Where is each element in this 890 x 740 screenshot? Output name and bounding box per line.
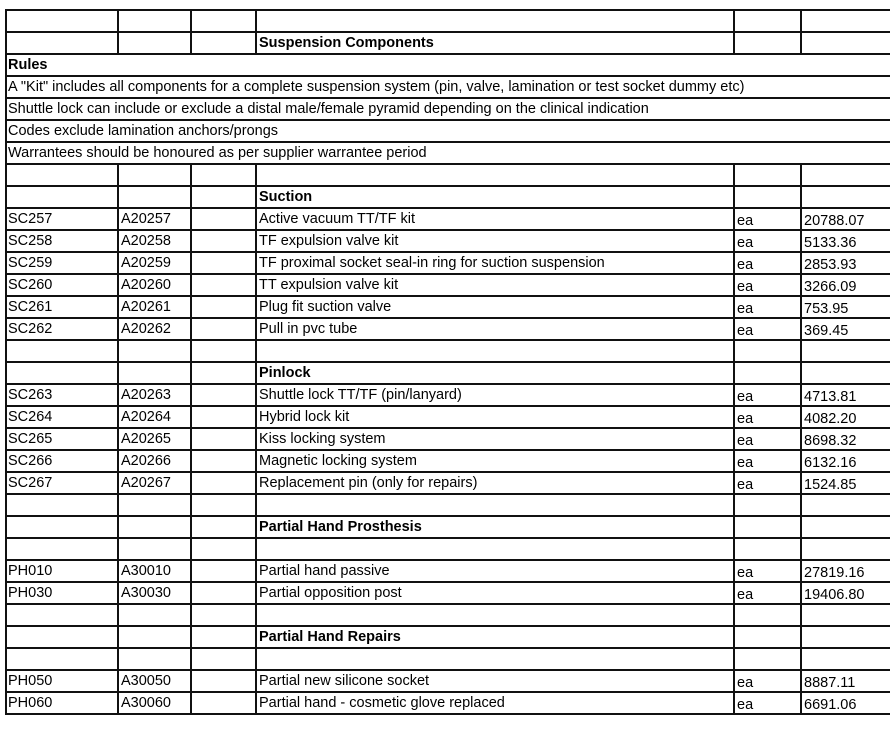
grid-line [5, 163, 890, 165]
item-ref: A20257 [121, 211, 171, 227]
item-unit: ea [737, 389, 754, 405]
item-price: 4082.20 [804, 411, 857, 427]
item-description: Kiss locking system [259, 431, 386, 447]
item-price: 6691.06 [804, 697, 857, 713]
item-code: SC257 [8, 211, 53, 227]
item-unit: ea [737, 301, 754, 317]
grid-line [5, 427, 890, 429]
grid-line [5, 53, 890, 55]
item-code: SC263 [8, 387, 53, 403]
item-ref: A30010 [121, 563, 171, 579]
grid-line [5, 141, 890, 143]
item-price: 753.95 [804, 301, 849, 317]
rule-text: Warrantees should be honoured as per supplier warrantee period [8, 145, 427, 161]
item-ref: A20259 [121, 255, 171, 271]
item-unit: ea [737, 235, 754, 251]
item-ref: A20258 [121, 233, 171, 249]
item-unit: ea [737, 279, 754, 295]
grid-line [5, 31, 890, 33]
item-price: 1524.85 [804, 477, 857, 493]
grid-line [5, 9, 890, 11]
grid-line [5, 207, 890, 209]
item-description: Active vacuum TT/TF kit [259, 211, 416, 227]
item-code: SC259 [8, 255, 53, 271]
item-ref: A20267 [121, 475, 171, 491]
grid-line [5, 361, 890, 363]
item-ref: A20266 [121, 453, 171, 469]
grid-line [5, 449, 890, 451]
item-code: SC267 [8, 475, 53, 491]
item-ref: A20263 [121, 387, 171, 403]
grid-line [5, 383, 890, 385]
grid-line [5, 691, 890, 693]
item-price: 2853.93 [804, 257, 857, 273]
item-unit: ea [737, 257, 754, 273]
grid-line [5, 471, 890, 473]
section-heading: Partial Hand Prosthesis [259, 519, 422, 535]
item-code: PH010 [8, 563, 53, 579]
grid-line [5, 405, 890, 407]
grid-line [5, 603, 890, 605]
item-ref: A30060 [121, 695, 171, 711]
item-code: PH030 [8, 585, 53, 601]
section-heading: Partial Hand Repairs [259, 629, 401, 645]
item-description: TF expulsion valve kit [259, 233, 399, 249]
item-price: 27819.16 [804, 565, 865, 581]
grid-line [117, 163, 119, 713]
grid-line [5, 273, 890, 275]
item-unit: ea [737, 587, 754, 603]
rule-text: A "Kit" includes all components for a complete suspension system (pin, valve, lamination or test socket dummy etc) [8, 79, 745, 95]
section-heading: Suction [259, 189, 313, 205]
grid-line [5, 251, 890, 253]
rule-text: Shuttle lock can include or exclude a distal male/female pyramid depending on the clinical indication [8, 101, 649, 117]
item-price: 3266.09 [804, 279, 857, 295]
item-price: 8698.32 [804, 433, 857, 449]
item-ref: A20260 [121, 277, 171, 293]
grid-line [5, 339, 890, 341]
item-unit: ea [737, 565, 754, 581]
grid-line [5, 713, 890, 715]
item-unit: ea [737, 675, 754, 691]
item-code: SC265 [8, 431, 53, 447]
grid-line [5, 647, 890, 649]
grid-line [190, 163, 192, 713]
item-price: 4713.81 [804, 389, 857, 405]
sheet-title: Suspension Components [259, 35, 434, 51]
grid-line [5, 185, 890, 187]
item-price: 8887.11 [804, 675, 856, 691]
grid-line [5, 515, 890, 517]
grid-line [5, 119, 890, 121]
item-unit: ea [737, 433, 754, 449]
rules-heading: Rules [8, 57, 48, 73]
item-code: PH060 [8, 695, 53, 711]
item-unit: ea [737, 213, 754, 229]
item-code: SC262 [8, 321, 53, 337]
item-description: Shuttle lock TT/TF (pin/lanyard) [259, 387, 462, 403]
grid-line [5, 295, 890, 297]
item-ref: A20261 [121, 299, 171, 315]
item-description: Hybrid lock kit [259, 409, 350, 425]
grid-line [117, 9, 119, 31]
item-price: 369.45 [804, 323, 849, 339]
grid-line [5, 493, 890, 495]
item-code: SC260 [8, 277, 53, 293]
item-unit: ea [737, 477, 754, 493]
item-ref: A30030 [121, 585, 171, 601]
item-price: 6132.16 [804, 455, 857, 471]
item-price: 5133.36 [804, 235, 857, 251]
grid-line [5, 625, 890, 627]
item-unit: ea [737, 323, 754, 339]
item-ref: A30050 [121, 673, 171, 689]
grid-line [5, 317, 890, 319]
item-price: 20788.07 [804, 213, 865, 229]
grid-line [800, 163, 802, 713]
grid-line [5, 559, 890, 561]
item-description: Partial opposition post [259, 585, 402, 601]
grid-line [5, 581, 890, 583]
grid-line [733, 163, 735, 713]
item-ref: A20264 [121, 409, 171, 425]
grid-line [5, 537, 890, 539]
grid-line [117, 31, 119, 53]
item-unit: ea [737, 411, 754, 427]
item-unit: ea [737, 455, 754, 471]
item-description: Magnetic locking system [259, 453, 417, 469]
grid-line [5, 669, 890, 671]
item-description: Partial new silicone socket [259, 673, 430, 689]
item-description: Partial hand passive [259, 563, 390, 579]
grid-line [255, 163, 257, 713]
item-description: TT expulsion valve kit [259, 277, 399, 293]
item-description: TF proximal socket seal-in ring for suction suspension [259, 255, 605, 271]
grid-line [5, 97, 890, 99]
item-code: PH050 [8, 673, 53, 689]
rule-text: Codes exclude lamination anchors/prongs [8, 123, 279, 139]
grid-line [5, 75, 890, 77]
item-ref: A20265 [121, 431, 171, 447]
item-code: SC261 [8, 299, 53, 315]
item-description: Partial hand - cosmetic glove replaced [259, 695, 505, 711]
section-heading: Pinlock [259, 365, 311, 381]
item-price: 19406.80 [804, 587, 865, 603]
item-description: Pull in pvc tube [259, 321, 358, 337]
item-description: Replacement pin (only for repairs) [259, 475, 478, 491]
grid-line [5, 229, 890, 231]
item-ref: A20262 [121, 321, 171, 337]
item-code: SC264 [8, 409, 53, 425]
item-description: Plug fit suction valve [259, 299, 392, 315]
item-unit: ea [737, 697, 754, 713]
item-code: SC258 [8, 233, 53, 249]
item-code: SC266 [8, 453, 53, 469]
